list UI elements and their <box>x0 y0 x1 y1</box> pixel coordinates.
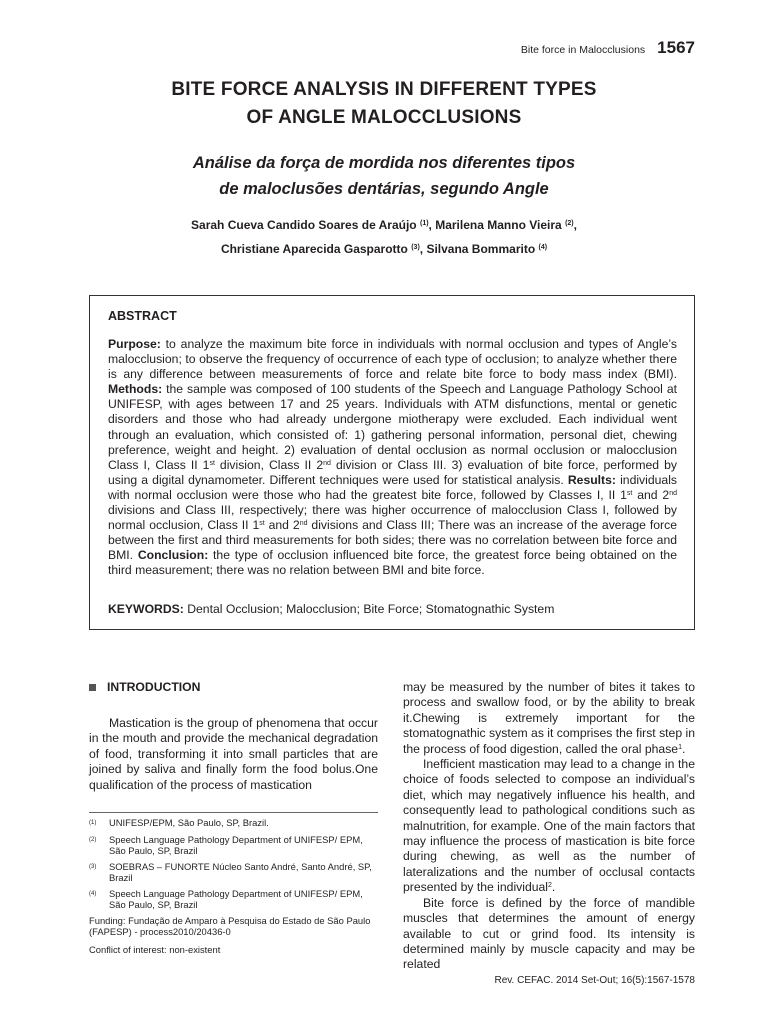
purpose-text: to analyze the maximum bite force in individuals with normal occlusion and types of Angle’s malocclusion; to observe the frequency of occurrence of each type of occlusion; to analyze whether there is any difference between measurements of force and relate bite force to body mass index (BMI). <box>108 337 677 382</box>
purpose-label: Purpose: <box>108 337 161 351</box>
conflict-of-interest-note: Conflict of interest: non-existent <box>89 943 221 955</box>
ordinal-suffix: st <box>209 459 215 467</box>
paragraph-text: may be measured by the number of bites it takes to process and swallow food, or by the ability to break it.Chewing is extremely important for the stomatognathic system as it comprises the first step in the process of food digestion, called the oral phase <box>403 680 695 756</box>
citation-ref: 1 <box>678 743 682 751</box>
introduction-heading <box>89 680 378 694</box>
funding-note: Funding: Fundação de Amparo à Pesquisa do Estado de São Paulo (FAPESP) - process2010/20436-0 <box>89 914 371 937</box>
introduction-paragraph-1: Mastication is the group of phenomena that occur in the mouth and provide the mechanical degradation of food, transforming it into small particles that are joined by saliva and finally form the food bolus.One qualification of the process of mastication <box>89 716 378 792</box>
affiliation-mark: (2) <box>565 220 574 227</box>
footnote-mark: (2) <box>89 836 97 843</box>
author-line-1 <box>0 213 768 237</box>
footnote <box>89 834 378 857</box>
author-name: Marilena Manno Vieira <box>435 218 562 232</box>
article-title-line-1: BITE FORCE ANALYSIS IN DIFFERENT TYPES <box>171 79 597 100</box>
page-number: 1567 <box>657 38 695 57</box>
abstract-box <box>89 295 695 630</box>
methods-text: division, Class II 2 <box>214 457 324 472</box>
results-label: Results: <box>567 472 616 487</box>
results-text: individuals with normal occlusion were those who had the greatest bite force, followed by Classes I, II 1 <box>108 472 677 502</box>
ordinal-suffix: nd <box>299 520 308 528</box>
paragraph-end: . <box>681 741 686 756</box>
article-title <box>0 76 768 132</box>
ordinal-suffix: st <box>259 520 265 528</box>
paragraph-end: . <box>551 880 556 895</box>
results-text: divisions and Class III; There was an increase of the average force between the first and third measurements for both sides; there was no correlation between bite force and BMI. <box>108 518 677 563</box>
paragraph-text: Inefficient mastication may lead to a change in the choice of foods selected to compose an individual’s diet, which may negatively influence his health, and consequently lead to pathological conditions such as malnutrition, for example. One of the main factors that may influence the process of mastication is bite force during chewing, as well as the number of lateralizations and the number of occlusal contacts presented by the individual <box>403 757 695 895</box>
affiliation-mark: (1) <box>419 220 429 227</box>
footnote-text: UNIFESP/EPM, São Paulo, SP, Brazil. <box>109 817 269 828</box>
keywords-label: KEYWORDS: <box>108 602 184 616</box>
author-name: Christiane Aparecida Gasparotto <box>220 242 408 256</box>
running-head <box>521 38 695 58</box>
right-column <box>403 680 695 973</box>
square-bullet-icon <box>89 684 96 691</box>
article-subtitle-line-1: Análise da força de mordida nos diferentes tipos <box>192 154 576 172</box>
introduction-paragraph-4: Bite force is defined by the force of mandible muscles that determines the amount of energy available to cut or grind food. Its intensity is determined mainly by muscle capacity and may be related <box>403 895 695 972</box>
author-separator: , <box>428 218 436 232</box>
ordinal-suffix: nd <box>669 489 678 497</box>
ordinal-suffix: st <box>626 489 633 497</box>
conclusion-label: Conclusion: <box>137 548 209 563</box>
article-subtitle <box>0 150 768 202</box>
journal-citation: Rev. CEFAC. 2014 Set-Out; 16(5):1567-1578 <box>494 975 695 986</box>
results-text: divisions and Class III, respectively; there was higher occurrence of malocclusion Class I, followed by normal occlusion, Class II 1 <box>108 503 677 533</box>
introduction-heading-text: INTRODUCTION <box>107 680 201 694</box>
author-name: Silvana Bommarito <box>426 242 536 256</box>
footnote-mark: (4) <box>89 890 97 897</box>
footnote <box>89 861 378 884</box>
footnote-text: Speech Language Pathology Department of UNIFESP/ EPM, São Paulo, SP, Brazil <box>109 833 363 856</box>
running-head-title: Bite force in Malocclusions <box>520 44 646 56</box>
footnotes <box>89 812 378 955</box>
footnote-text: SOEBRAS – FUNORTE Núcleo Santo André, Santo André, SP, Brazil <box>109 860 372 883</box>
affiliation-mark: (3) <box>411 244 420 251</box>
introduction-paragraph-2 <box>403 680 695 757</box>
keywords <box>108 602 554 616</box>
introduction-paragraph-3 <box>403 757 695 896</box>
affiliation-mark: (4) <box>538 244 548 251</box>
methods-text: the sample was composed of 100 students of the Speech and Language Pathology School at UNIFESP, with ages between 17 and 25 years. Individuals with ATM disfunctions, mental or genetic disorders and those who had already undergone miotherapy were excluded. Each individual went through an evaluation, which consisted of: 1) gathering personal information, personal diet, chewing preference, weight and height. 2) evaluation of dental occlusion as normal occlusion or malocclusion Class I, Class II 1 <box>108 382 677 472</box>
footnote <box>89 817 378 830</box>
article-subtitle-line-2: de maloclusões dentárias, segundo Angle <box>219 180 549 198</box>
abstract-body <box>108 337 677 579</box>
author-list <box>0 213 768 261</box>
methods-text: division or Class III. 3) evaluation of bite force, performed by using a digital dynamometer. Different techniques were used for statistical analysis. <box>108 457 677 487</box>
footnote-mark: (3) <box>89 863 97 870</box>
footnote <box>89 888 378 911</box>
results-text: and 2 <box>632 487 670 502</box>
author-line-2 <box>0 237 768 261</box>
article-title-line-2: OF ANGLE MALOCCLUSIONS <box>246 107 522 128</box>
abstract-heading: ABSTRACT <box>108 309 177 323</box>
author-separator: , <box>419 242 427 256</box>
footnote-text: Speech Language Pathology Department of UNIFESP/ EPM, São Paulo, SP, Brazil <box>109 887 363 910</box>
ordinal-suffix: nd <box>323 459 331 467</box>
methods-label: Methods: <box>108 382 163 397</box>
left-column <box>89 680 378 793</box>
footnote-mark: (1) <box>89 820 97 826</box>
citation-ref: 2 <box>548 882 552 890</box>
results-text: and 2 <box>264 518 300 533</box>
author-name: Sarah Cueva Candido Soares de Araújo <box>191 218 417 232</box>
keywords-text: Dental Occlusion; Malocclusion; Bite Force; Stomatognathic System <box>183 602 555 616</box>
conclusion-text: the type of occlusion influenced bite force, the greatest force being obtained on the third measurement; there was no relation between BMI and bite force. <box>108 548 677 578</box>
author-separator: , <box>573 218 577 232</box>
